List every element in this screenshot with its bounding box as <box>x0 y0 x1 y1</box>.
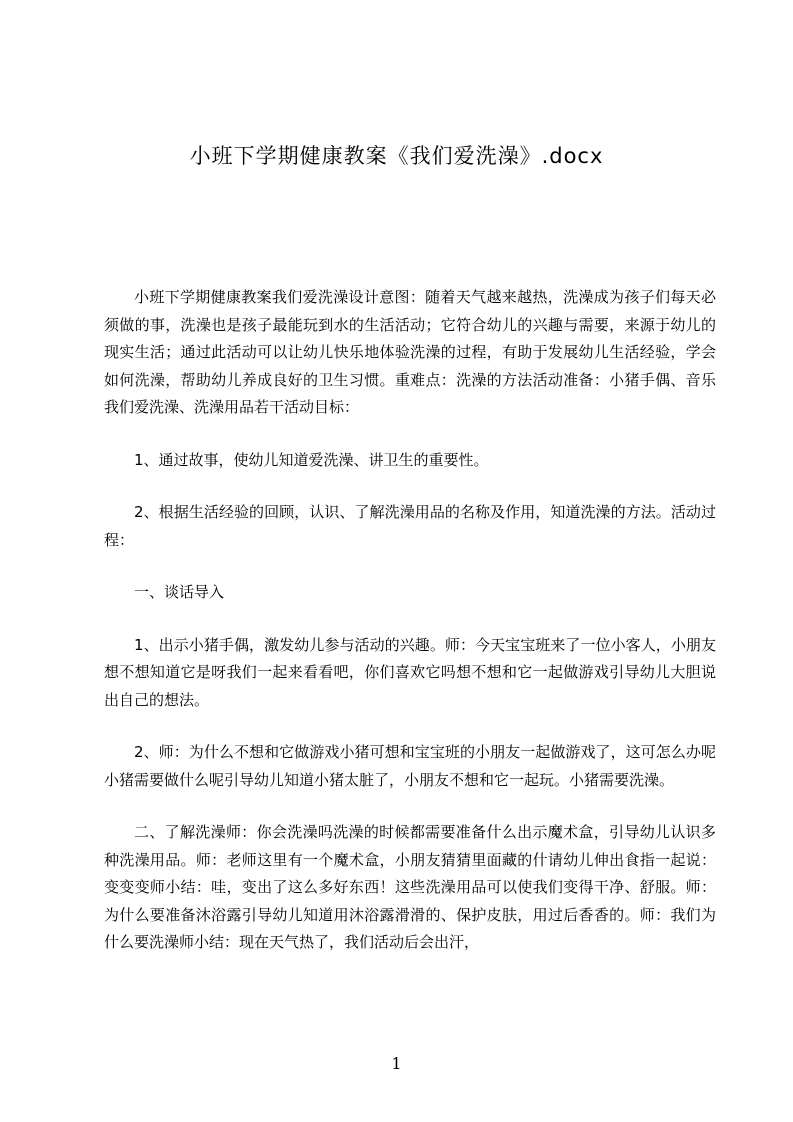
document-body <box>104 284 716 957</box>
page-number: 1 <box>391 1054 402 1073</box>
paragraph-step-1: 1、出示小猪手偶，激发幼儿参与活动的兴趣。师：今天宝宝班来了一位小客人，小朋友想不想知道它是呀我们一起来看看吧，你们喜欢它吗想不想和它一起做游戏引导幼儿大胆说出自己的想法。 <box>104 635 716 709</box>
paragraph-step-2: 2、师：为什么不想和它做游戏小猪可想和宝宝班的小朋友一起做游戏了，这可怎么办呢小猪需要做什么呢引导幼儿知道小猪太脏了，小朋友不想和它一起玩。小猪需要洗澡。 <box>104 743 716 789</box>
section-heading-intro-talk: 一、谈话导入 <box>134 583 225 601</box>
paragraph-goal-2: 2、根据生活经验的回顾，认识、了解洗澡用品的名称及作用，知道洗澡的方法。活动过程： <box>104 503 716 549</box>
paragraph-intro: 小班下学期健康教案我们爱洗澡设计意图：随着天气越来越热，洗澡成为孩子们每天必须做的事，洗澡也是孩子最能玩到水的生活活动；它符合幼儿的兴趣与需要，来源于幼儿的现实生活；通过此活动可以让幼儿快乐地体验洗澡的过程，有助于发展幼儿生活经验，学会如何洗澡，帮助幼儿养成良好的卫生习惯。重难点：洗澡的方法活动准备：小猪手偶、音乐我们爱洗澡、洗澡用品若干活动目标： <box>104 288 716 416</box>
paragraph-understand-bathing: 二、了解洗澡师：你会洗澡吗洗澡的时候都需要准备什么出示魔术盒，引导幼儿认识多种洗澡用品。师：老师这里有一个魔术盒，小朋友猜猜里面藏的什请幼儿伸出食指一起说：变变变师小结：哇，变出了这么多好东西！这些洗澡用品可以使我们变得干净、舒服。师：为什么要准备沐浴露引导幼儿知道用沐浴露滑滑的、保护皮肤，用过后香香的。师：我们为什么要洗澡师小结：现在天气热了，我们活动后会出汗， <box>104 823 716 951</box>
paragraph-goal-1: 1、通过故事，使幼儿知道爱洗澡、讲卫生的重要性。 <box>134 450 489 469</box>
document-title: 小班下学期健康教案《我们爱洗澡》.docx <box>189 144 604 168</box>
